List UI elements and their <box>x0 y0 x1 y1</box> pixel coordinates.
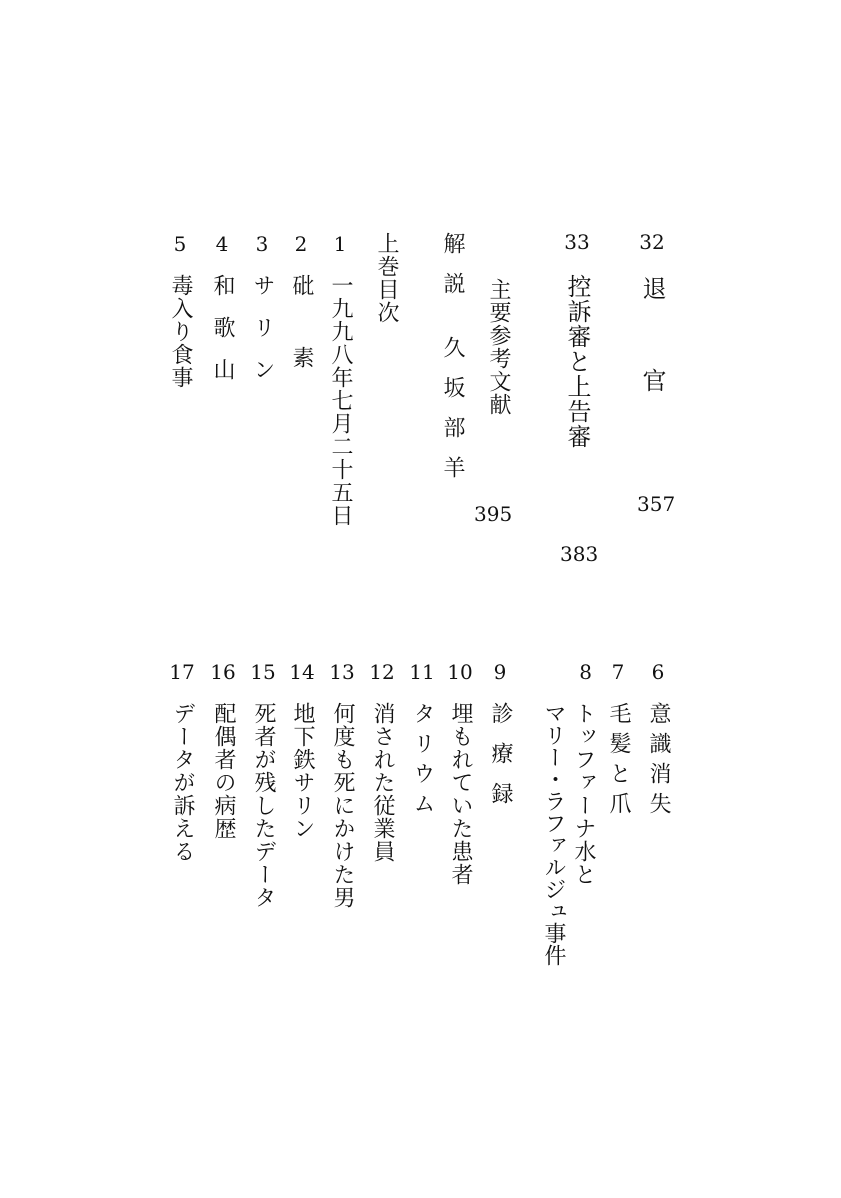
chapter-title: 砒 素 <box>289 274 314 382</box>
toc-entry-17[interactable] <box>160 660 204 863</box>
chapter-number: 8 <box>579 660 592 684</box>
chapter-number: 12 <box>369 660 395 684</box>
toc-entry-13[interactable] <box>320 660 364 909</box>
toc-entry-10[interactable] <box>438 660 482 886</box>
toc-entry-32[interactable] <box>630 230 674 414</box>
volume-toc-title: 上巻目次 <box>374 232 399 324</box>
chapter-title: 診療録 <box>488 702 513 822</box>
chapter-number: 16 <box>210 660 236 684</box>
chapter-number: 1 <box>333 232 347 256</box>
toc-entry-commentary[interactable] <box>430 232 474 496</box>
toc-entry-11[interactable] <box>400 660 444 822</box>
chapter-title: サリン <box>250 274 275 400</box>
chapter-title: データが訴える <box>170 702 195 863</box>
toc-entry-33[interactable] <box>555 230 599 449</box>
toc-entry-references[interactable] <box>478 278 518 416</box>
chapter-number: 10 <box>447 660 473 684</box>
chapter-title: 控訴審と上告審 <box>563 274 591 449</box>
chapter-number: 33 <box>564 230 590 254</box>
references-title: 主要参考文献 <box>486 278 511 416</box>
toc-entry-8[interactable] <box>520 660 600 966</box>
chapter-number: 5 <box>173 232 187 256</box>
commentary-author: 久坂部羊 <box>440 336 465 496</box>
chapter-number: 6 <box>651 660 665 684</box>
chapter-title: 退 官 <box>638 276 666 414</box>
chapter-title: 埋もれていた患者 <box>448 702 473 886</box>
volume-toc-heading <box>366 232 406 324</box>
toc-entry-15[interactable] <box>241 660 285 909</box>
chapter-number: 4 <box>215 232 229 256</box>
page-number: 383 <box>560 542 599 566</box>
commentary-label: 解説 <box>440 232 465 312</box>
toc-entry-7[interactable] <box>596 660 640 822</box>
chapter-number: 3 <box>255 232 269 256</box>
toc-entry-2[interactable] <box>279 232 323 382</box>
chapter-number: 13 <box>329 660 355 684</box>
toc-entry-16[interactable] <box>201 660 245 840</box>
toc-entry-9[interactable] <box>478 660 522 822</box>
toc-entry-6[interactable] <box>636 660 680 822</box>
page-number: 395 <box>474 502 513 526</box>
toc-entry-12[interactable] <box>360 660 404 863</box>
chapter-title: 毛髪と爪 <box>606 702 631 822</box>
chapter-number: 2 <box>294 232 308 256</box>
page-number: 357 <box>637 492 676 516</box>
chapter-title: 死者が残したデータ <box>251 702 276 909</box>
toc-entry-5[interactable] <box>158 232 202 389</box>
chapter-title: 意識消失 <box>646 702 671 822</box>
chapter-title: 一九九八年七月二十五日 <box>328 274 353 527</box>
chapter-title: 和歌山 <box>210 274 235 400</box>
toc-entry-14[interactable] <box>280 660 324 840</box>
chapter-title: 地下鉄サリン <box>290 702 315 840</box>
toc-entry-4[interactable] <box>200 232 244 400</box>
chapter-number: 11 <box>409 660 435 684</box>
chapter-title: 消された従業員 <box>370 702 395 863</box>
chapter-title: 毒入り食事 <box>168 274 193 389</box>
chapter-number: 9 <box>493 660 507 684</box>
chapter-number: 15 <box>250 660 276 684</box>
chapter-number: 7 <box>611 660 625 684</box>
chapter-number: 17 <box>169 660 195 684</box>
chapter-title: 何度も死にかけた男 <box>330 702 355 909</box>
chapter-title: タリウム <box>410 702 435 822</box>
chapter-number: 14 <box>289 660 315 684</box>
toc-entry-1[interactable] <box>318 232 362 527</box>
chapter-title: トッファーナ水と <box>571 702 596 886</box>
toc-entry-3[interactable] <box>240 232 284 400</box>
chapter-number: 32 <box>639 230 665 254</box>
chapter-title: 配偶者の病歴 <box>211 702 236 840</box>
chapter-subtitle: マリー・ラファルジュ事件 <box>541 702 566 966</box>
